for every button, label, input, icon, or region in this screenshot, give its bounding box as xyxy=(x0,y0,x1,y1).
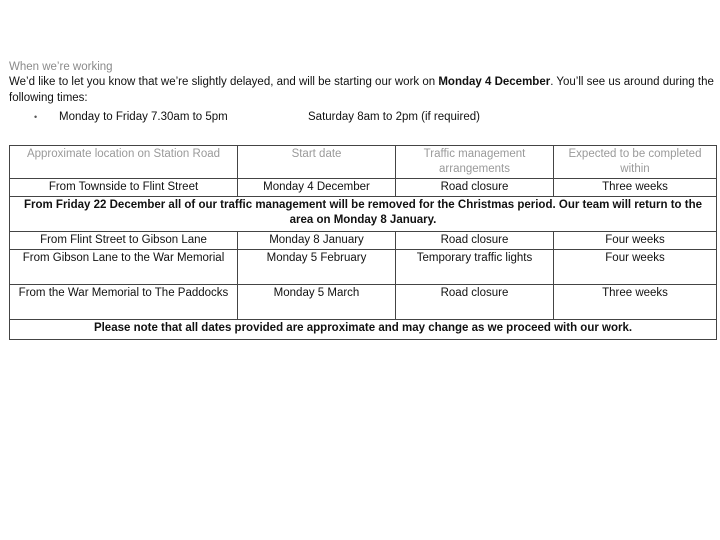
christmas-notice-row xyxy=(10,197,717,232)
header-duration: Expected to be completed within xyxy=(554,146,717,179)
cell-location: From the War Memorial to The Paddocks xyxy=(10,285,238,320)
table-header-row xyxy=(10,146,717,179)
works-schedule-table xyxy=(9,145,717,340)
cell-duration: Four weeks xyxy=(554,250,717,285)
cell-arrangement: Road closure xyxy=(396,285,554,320)
saturday-hours: Saturday 8am to 2pm (if required) xyxy=(308,111,480,123)
cell-location: From Flint Street to Gibson Lane xyxy=(10,232,238,250)
header-traffic-management: Traffic management arrangements xyxy=(396,146,554,179)
cell-start-date: Monday 5 February xyxy=(238,250,396,285)
cell-start-date: Monday 5 March xyxy=(238,285,396,320)
section-heading: When we’re working xyxy=(9,61,113,73)
table-row xyxy=(10,232,717,250)
cell-location: From Gibson Lane to the War Memorial xyxy=(10,250,238,285)
cell-arrangement: Road closure xyxy=(396,179,554,197)
cell-duration: Three weeks xyxy=(554,285,717,320)
header-location: Approximate location on Station Road xyxy=(10,146,238,179)
christmas-notice: From Friday 22 December all of our traffic management will be removed for the Christmas period. Our team will return to the area on Monday 8 January. xyxy=(10,197,717,232)
working-hours-list xyxy=(9,108,715,126)
cell-duration: Four weeks xyxy=(554,232,717,250)
intro-paragraph xyxy=(9,75,715,106)
intro-text-start: We’d like to let you know that we’re slightly delayed, and will be starting our work on xyxy=(9,76,439,88)
bullet-icon: • xyxy=(34,112,38,122)
intro-start-date: Monday 4 December xyxy=(438,76,551,88)
weekday-hours: Monday to Friday 7.30am to 5pm xyxy=(59,111,228,123)
cell-arrangement: Road closure xyxy=(396,232,554,250)
header-start-date: Start date xyxy=(238,146,396,179)
table-row xyxy=(10,250,717,285)
cell-arrangement: Temporary traffic lights xyxy=(396,250,554,285)
cell-start-date: Monday 8 January xyxy=(238,232,396,250)
intro-text-end: . You’ll see us around during the following times: xyxy=(9,76,714,104)
disclaimer-note: Please note that all dates provided are approximate and may change as we proceed with our work. xyxy=(10,320,717,340)
cell-start-date: Monday 4 December xyxy=(238,179,396,197)
table-row xyxy=(10,179,717,197)
cell-location: From Townside to Flint Street xyxy=(10,179,238,197)
cell-duration: Three weeks xyxy=(554,179,717,197)
disclaimer-row xyxy=(10,320,717,340)
table-row xyxy=(10,285,717,320)
document-body xyxy=(9,60,715,334)
